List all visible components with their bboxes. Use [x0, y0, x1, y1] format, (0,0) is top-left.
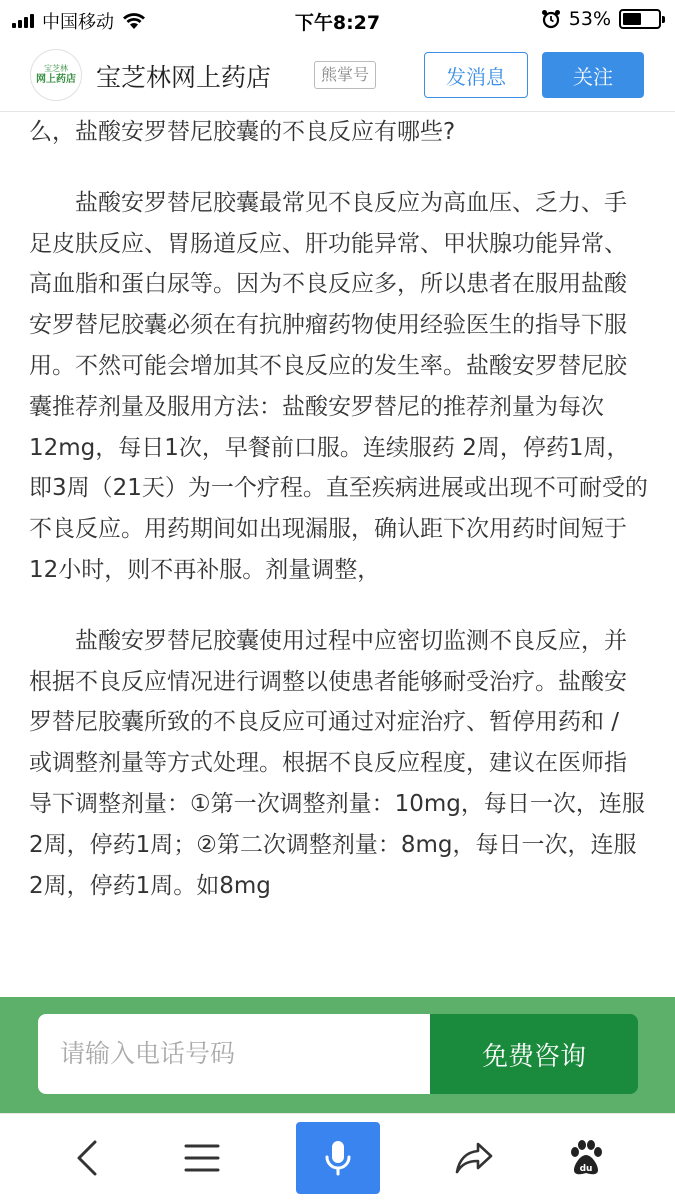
article-paragraph: 么，盐酸安罗替尼胶囊的不良反应有哪些?	[29, 119, 456, 145]
voice-search-button[interactable]	[296, 1122, 380, 1194]
bottom-nav	[0, 1113, 675, 1200]
status-time: 下午8:27	[294, 12, 381, 34]
follow-button[interactable]: 关注	[542, 52, 644, 98]
battery-fill	[623, 13, 641, 25]
shop-logo[interactable]	[30, 49, 82, 101]
microphone-icon	[322, 1138, 354, 1178]
status-bar	[0, 0, 675, 38]
shop-header	[0, 38, 675, 112]
alarm-icon	[541, 9, 561, 29]
battery-icon	[619, 9, 661, 29]
shop-name[interactable]: 宝芝林网上药店	[96, 63, 272, 92]
send-message-button[interactable]: 发消息	[424, 52, 528, 98]
menu-button[interactable]	[174, 1114, 230, 1200]
article-paragraph: 盐酸安罗替尼胶囊使用过程中应密切监测不良反应，并根据不良反应情况进行调整以使患者能够耐受治疗。盐酸安罗替尼胶囊所致的不良反应可通过对症治疗、暂停用药和 / 或调整剂量等方式处理。根据不良反应程度，建议在医师指导下调整剂量：①第一次调整剂量：10mg，每日一次，连服2周，停药1周；②第二次调整剂量：8mg，每日一次，连服2周，停药1周。如8mg	[29, 627, 645, 899]
back-button[interactable]	[60, 1114, 116, 1200]
logo-line2: 网上药店	[36, 74, 76, 85]
free-consult-button[interactable]: 免费咨询	[430, 1014, 638, 1094]
battery-percent: 53%	[568, 8, 611, 30]
baidu-paw-icon	[566, 1138, 606, 1178]
share-icon	[454, 1140, 494, 1176]
consult-bar	[0, 997, 675, 1113]
svg-text:du: du	[579, 1163, 593, 1174]
baidu-button[interactable]	[556, 1114, 616, 1200]
share-button[interactable]	[444, 1114, 504, 1200]
status-right	[541, 8, 661, 30]
logo-line1: 宝芝林	[44, 64, 68, 73]
article-paragraph: 盐酸安罗替尼胶囊最常见不良反应为高血压、乏力、手足皮肤反应、胃肠道反应、肝功能异常、甲状腺功能异常、高血脂和蛋白尿等。因为不良反应多，所以患者在服用盐酸安罗替尼胶囊必须在有抗肿瘤药物使用经验医生的指导下服用。不然可能会增加其不良反应的发生率。盐酸安罗替尼胶囊推荐剂量及服用方法：盐酸安罗替尼的推荐剂量为每次12mg，每日1次，早餐前口服。连续服药 2周，停药1周，即3周（21天）为一个疗程。直至疾病进展或出现不可耐受的不良反应。用药期间如出现漏服，确认距下次用药时间短于12小时，则不再补服。剂量调整，	[29, 189, 648, 583]
article-body	[29, 112, 649, 1000]
back-icon	[73, 1138, 103, 1178]
phone-input[interactable]: 请输入电话号码	[38, 1014, 430, 1094]
carrier-name: 中国移动	[42, 12, 114, 33]
account-tag: 熊掌号	[314, 61, 376, 89]
menu-icon	[184, 1142, 220, 1174]
